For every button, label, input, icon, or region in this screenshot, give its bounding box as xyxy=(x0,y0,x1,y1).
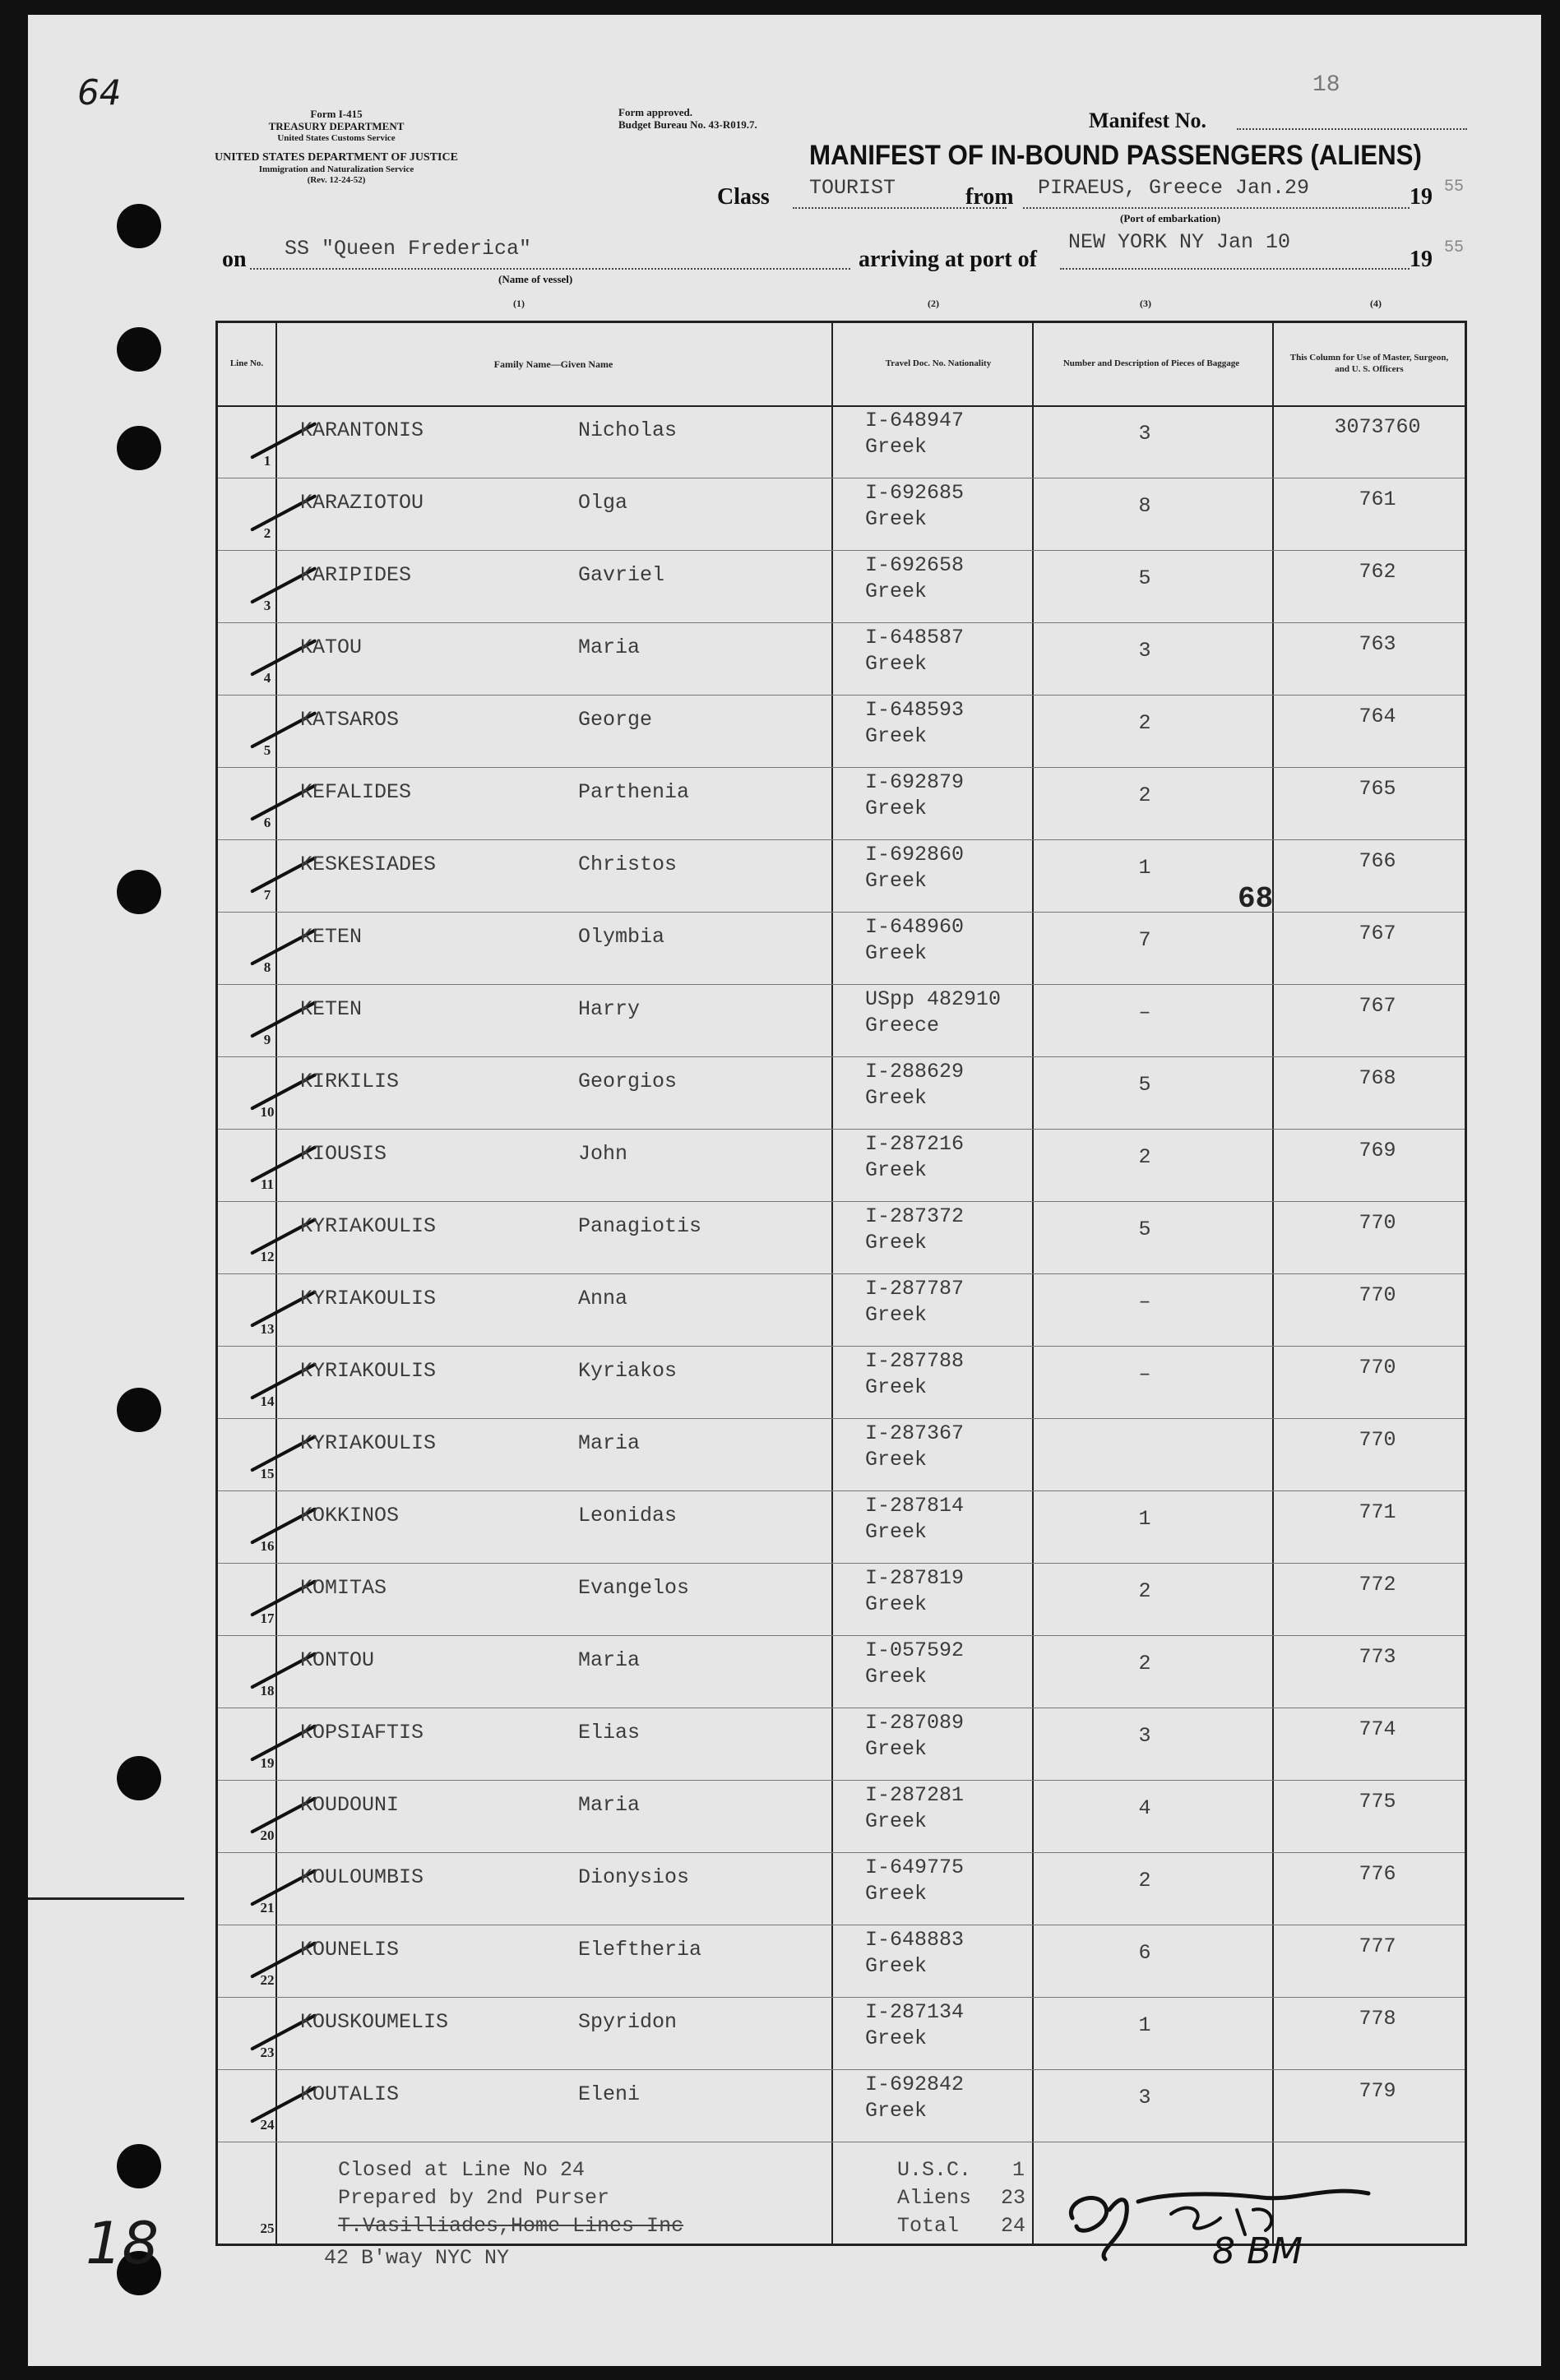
official-number: 771 xyxy=(1359,1500,1396,1524)
travel-doc-number: I-287216 xyxy=(865,1132,965,1156)
margin-note: 68 xyxy=(1238,882,1274,916)
approved-label: Form approved. xyxy=(618,106,693,118)
line-no-header: Line No. xyxy=(229,358,264,369)
manifest-no-line xyxy=(1237,128,1467,130)
baggage-count: 2 xyxy=(1138,1869,1151,1892)
column-number: (1) xyxy=(513,298,525,309)
given-name: Maria xyxy=(578,1648,641,1672)
row-divider xyxy=(218,1201,1465,1202)
nationality: Greece xyxy=(865,1014,940,1037)
given-name: Christos xyxy=(578,853,678,876)
approval-header xyxy=(618,107,832,132)
row-divider xyxy=(218,1273,1465,1274)
official-number: 767 xyxy=(1359,922,1396,945)
arriving-label: arriving at port of xyxy=(859,247,1037,272)
line-number: 16 xyxy=(260,1538,275,1554)
from-line xyxy=(1023,207,1410,209)
official-number: 765 xyxy=(1359,777,1396,801)
vessel-caption: (Name of vessel) xyxy=(498,273,573,285)
nationality: Greek xyxy=(865,1809,928,1833)
usc-count: 1 xyxy=(1012,2158,1025,2182)
nationality: Greek xyxy=(865,652,928,676)
baggage-count: 2 xyxy=(1138,1579,1151,1603)
line-number: 17 xyxy=(260,1611,275,1626)
travel-doc-number: I-287281 xyxy=(865,1783,965,1807)
margin-rule xyxy=(28,1897,184,1900)
official-number: 775 xyxy=(1359,1790,1396,1814)
official-number: 766 xyxy=(1359,849,1396,873)
baggage-header: Number and Description of Pieces of Baggage xyxy=(1062,358,1240,369)
official-number: 770 xyxy=(1359,1356,1396,1379)
arriving-value: NEW YORK NY Jan 10 xyxy=(1068,230,1291,254)
official-number: 764 xyxy=(1359,705,1396,728)
row-divider xyxy=(218,839,1465,840)
row-divider xyxy=(218,695,1465,696)
travel-doc-number: I-692685 xyxy=(865,481,965,505)
nationality: Greek xyxy=(865,1086,928,1110)
given-name: Kyriakos xyxy=(578,1359,678,1383)
row-divider xyxy=(218,1129,1465,1130)
row-divider xyxy=(218,767,1465,768)
nationality: Greek xyxy=(865,1737,928,1761)
row-divider xyxy=(218,912,1465,913)
row-divider xyxy=(218,1418,1465,1419)
from-label: from xyxy=(965,184,1014,210)
baggage-count: 5 xyxy=(1138,566,1151,590)
line-number: 9 xyxy=(263,1032,271,1047)
given-name: Georgios xyxy=(578,1070,678,1093)
travel-doc-number: I-648960 xyxy=(865,915,965,939)
name-header: Family Name—Given Name xyxy=(493,358,613,370)
given-name: Panagiotis xyxy=(578,1214,702,1238)
travel-doc-number: I-692860 xyxy=(865,843,965,867)
baggage-count: – xyxy=(1138,1001,1151,1024)
signature-image xyxy=(1048,2160,1410,2267)
line-number: 19 xyxy=(260,1755,275,1771)
line-number: 18 xyxy=(260,1683,275,1698)
line-number: 4 xyxy=(263,670,271,686)
given-name: John xyxy=(578,1142,628,1166)
given-name: Maria xyxy=(578,1793,641,1817)
year-label: 19 xyxy=(1410,184,1433,210)
travel-doc-number: I-649775 xyxy=(865,1855,965,1879)
travel-doc-number: I-287814 xyxy=(865,1494,965,1518)
given-name: Maria xyxy=(578,635,641,659)
from-value: PIRAEUS, Greece Jan.29 xyxy=(1038,176,1310,200)
justice-header xyxy=(192,151,480,185)
official-number: 772 xyxy=(1359,1573,1396,1597)
row-divider xyxy=(218,1635,1465,1636)
family-name: KARIPIDES xyxy=(300,563,412,587)
given-name: Harry xyxy=(578,997,641,1021)
manifest-number-stamp: 18 xyxy=(1312,72,1340,98)
baggage-count: 8 xyxy=(1138,494,1151,518)
official-number: 770 xyxy=(1359,1428,1396,1452)
nationality: Greek xyxy=(865,941,928,965)
line-number: 23 xyxy=(260,2045,275,2060)
family-name: KARANTONIS xyxy=(300,418,424,442)
arriving-line xyxy=(1060,268,1410,270)
baggage-count: – xyxy=(1138,1362,1151,1386)
line-number: 2 xyxy=(263,525,271,541)
line-number: 22 xyxy=(260,1972,275,1988)
manifest-no-label: Manifest No. xyxy=(1089,109,1206,132)
family-name: KARAZIOTOU xyxy=(300,491,424,515)
family-name: KOULOUMBIS xyxy=(300,1865,424,1889)
official-number: 3073760 xyxy=(1334,415,1421,439)
nationality: Greek xyxy=(865,580,928,603)
baggage-count: 3 xyxy=(1138,639,1151,663)
baggage-count: 2 xyxy=(1138,711,1151,735)
class-value: TOURIST xyxy=(809,176,896,200)
line-number: 14 xyxy=(260,1393,275,1409)
row-divider xyxy=(218,984,1465,985)
nationality: Greek xyxy=(865,2099,928,2123)
customs-label: United States Customs Service xyxy=(277,132,396,143)
family-name: KYRIAKOULIS xyxy=(300,1214,437,1238)
baggage-count: 1 xyxy=(1138,856,1151,880)
baggage-count: 5 xyxy=(1138,1218,1151,1241)
official-use-header: This Column for Use of Master, Surgeon, and U. S. Officers xyxy=(1289,353,1449,374)
nationality: Greek xyxy=(865,1882,928,1906)
row-divider xyxy=(218,550,1465,551)
official-number: 774 xyxy=(1359,1717,1396,1741)
aliens-label: Aliens xyxy=(897,2186,972,2210)
given-name: Spyridon xyxy=(578,2010,678,2034)
travel-doc-number: I-648883 xyxy=(865,1928,965,1952)
column-number: (4) xyxy=(1370,298,1382,309)
given-name: Olga xyxy=(578,491,628,515)
given-name: Leonidas xyxy=(578,1504,678,1527)
baggage-count: 2 xyxy=(1138,783,1151,807)
binder-hole xyxy=(117,870,161,914)
baggage-count: 1 xyxy=(1138,1507,1151,1531)
baggage-count: 6 xyxy=(1138,1941,1151,1965)
nationality: Greek xyxy=(865,1231,928,1255)
justice-label: UNITED STATES DEPARTMENT OF JUSTICE xyxy=(215,151,458,164)
signature-mark: 8 BM xyxy=(1212,2230,1303,2267)
column-divider xyxy=(1272,323,1274,2244)
nationality: Greek xyxy=(865,1375,928,1399)
family-name: KIOUSIS xyxy=(300,1142,387,1166)
line-number: 7 xyxy=(263,887,271,903)
line-number: 15 xyxy=(260,1466,275,1481)
binder-hole xyxy=(117,1388,161,1432)
row-divider xyxy=(218,1490,1465,1491)
given-name: George xyxy=(578,708,653,732)
embarkation-caption: (Port of embarkation) xyxy=(1120,212,1221,224)
official-number: 768 xyxy=(1359,1066,1396,1090)
vessel-value: SS "Queen Frederica" xyxy=(285,237,532,261)
given-name: Evangelos xyxy=(578,1576,690,1600)
year-value: 55 xyxy=(1444,238,1465,257)
total-count: 24 xyxy=(1001,2214,1026,2238)
travel-doc-number: I-692842 xyxy=(865,2073,965,2096)
row-divider xyxy=(218,622,1465,623)
nationality: Greek xyxy=(865,724,928,748)
prepared-note: Prepared by 2nd Purser xyxy=(338,2186,610,2210)
family-name: KESKESIADES xyxy=(300,853,437,876)
given-name: Maria xyxy=(578,1431,641,1455)
family-name: KOUTALIS xyxy=(300,2082,400,2106)
baggage-count: 3 xyxy=(1138,422,1151,446)
official-number: 770 xyxy=(1359,1211,1396,1235)
nationality: Greek xyxy=(865,1665,928,1689)
travel-doc-number: I-287134 xyxy=(865,2000,965,2024)
nationality: Greek xyxy=(865,1954,928,1978)
year-value: 55 xyxy=(1444,178,1465,196)
official-number: 761 xyxy=(1359,488,1396,511)
line-number: 13 xyxy=(260,1321,275,1337)
given-name: Eleftheria xyxy=(578,1938,702,1962)
line-number: 12 xyxy=(260,1249,275,1264)
column-divider xyxy=(831,323,833,2244)
given-name: Gavriel xyxy=(578,563,665,587)
line-number: 3 xyxy=(263,598,271,613)
official-number: 779 xyxy=(1359,2079,1396,2103)
family-name: KOUSKOUMELIS xyxy=(300,2010,449,2034)
binder-hole xyxy=(117,327,161,372)
row-divider xyxy=(218,1563,1465,1564)
travel-doc-number: I-692879 xyxy=(865,770,965,794)
travel-doc-number: I-287819 xyxy=(865,1566,965,1590)
row-divider xyxy=(218,2069,1465,2070)
baggage-count: 1 xyxy=(1138,2013,1151,2037)
official-number: 770 xyxy=(1359,1283,1396,1307)
row-divider xyxy=(218,1780,1465,1781)
budget-label: Budget Bureau No. 43-R019.7. xyxy=(618,118,757,131)
nationality: Greek xyxy=(865,1448,928,1472)
nationality: Greek xyxy=(865,797,928,820)
nationality: Greek xyxy=(865,1520,928,1544)
binder-hole xyxy=(117,1756,161,1800)
usc-label: U.S.C. xyxy=(897,2158,972,2182)
corner-handwritten-number: 64 xyxy=(77,72,122,113)
given-name: Elias xyxy=(578,1721,641,1745)
row-divider xyxy=(218,1852,1465,1853)
nationality: Greek xyxy=(865,507,928,531)
official-number: 767 xyxy=(1359,994,1396,1018)
baggage-count: 2 xyxy=(1138,1145,1151,1169)
ins-label: Immigration and Naturalization Service xyxy=(258,164,414,175)
agency-header xyxy=(229,109,443,144)
column-divider xyxy=(1032,323,1034,2244)
baggage-count: 5 xyxy=(1138,1073,1151,1097)
nationality: Greek xyxy=(865,1158,928,1182)
line-number: 6 xyxy=(263,815,271,830)
nationality: Greek xyxy=(865,1303,928,1327)
family-name: KONTOU xyxy=(300,1648,375,1672)
travel-doc-number: I-287089 xyxy=(865,1711,965,1735)
travel-doc-header: Travel Doc. No. Nationality xyxy=(885,358,992,369)
nationality: Greek xyxy=(865,2026,928,2050)
row-divider xyxy=(218,1346,1465,1347)
nationality: Greek xyxy=(865,1592,928,1616)
given-name: Parthenia xyxy=(578,780,690,804)
baggage-count: 3 xyxy=(1138,1724,1151,1748)
treasury-label: TREASURY DEPARTMENT xyxy=(268,119,405,132)
row-divider xyxy=(218,1997,1465,1998)
official-number: 778 xyxy=(1359,2007,1396,2031)
given-name: Olymbia xyxy=(578,925,665,949)
family-name: KEFALIDES xyxy=(300,780,412,804)
corner-handwritten-number: 18 xyxy=(86,2210,160,2277)
official-number: 777 xyxy=(1359,1934,1396,1958)
family-name: KYRIAKOULIS xyxy=(300,1287,437,1310)
form-title: MANIFEST OF IN-BOUND PASSENGERS (ALIENS) xyxy=(809,140,1422,171)
baggage-count: – xyxy=(1138,1290,1151,1314)
official-number: 776 xyxy=(1359,1862,1396,1886)
form-number: Form I-415 xyxy=(310,108,363,120)
line-number: 5 xyxy=(263,742,271,758)
address-note: 42 B'way NYC NY xyxy=(324,2246,510,2270)
travel-doc-number: I-648587 xyxy=(865,626,965,649)
family-name: KATSAROS xyxy=(300,708,400,732)
travel-doc-number: I-287372 xyxy=(865,1204,965,1228)
manifest-page xyxy=(28,15,1541,2366)
header-divider xyxy=(218,405,1465,407)
nationality: Greek xyxy=(865,869,928,893)
column-number: (2) xyxy=(928,298,939,309)
line-number: 20 xyxy=(260,1828,275,1843)
family-name: KIRKILIS xyxy=(300,1070,400,1093)
given-name: Dionysios xyxy=(578,1865,690,1889)
nationality: Greek xyxy=(865,435,928,459)
family-name: KETEN xyxy=(300,925,363,949)
travel-doc-number: I-648593 xyxy=(865,698,965,722)
vessel-line xyxy=(250,268,850,270)
line-number: 24 xyxy=(260,2117,275,2133)
line-number: 11 xyxy=(260,1176,275,1192)
on-label: on xyxy=(222,247,247,272)
official-number: 773 xyxy=(1359,1645,1396,1669)
given-name: Anna xyxy=(578,1287,628,1310)
passenger-table xyxy=(215,321,1467,2246)
revision-label: (Rev. 12-24-52) xyxy=(307,174,366,185)
line-number: 25 xyxy=(260,2221,275,2236)
family-name: KOUDOUNI xyxy=(300,1793,400,1817)
travel-doc-number: USpp 482910 xyxy=(865,987,1002,1011)
line-number: 1 xyxy=(263,453,271,469)
given-name: Nicholas xyxy=(578,418,678,442)
travel-doc-number: I-287367 xyxy=(865,1421,965,1445)
travel-doc-number: I-648947 xyxy=(865,409,965,432)
baggage-count: 7 xyxy=(1138,928,1151,952)
binder-hole xyxy=(117,426,161,470)
travel-doc-number: I-287788 xyxy=(865,1349,965,1373)
travel-doc-number: I-287787 xyxy=(865,1277,965,1301)
column-number: (3) xyxy=(1140,298,1151,309)
family-name: KOMITAS xyxy=(300,1576,387,1600)
total-label: Total xyxy=(897,2214,960,2238)
family-name: KETEN xyxy=(300,997,363,1021)
baggage-count: 3 xyxy=(1138,2086,1151,2110)
travel-doc-number: I-692658 xyxy=(865,553,965,577)
official-number: 763 xyxy=(1359,632,1396,656)
line-number: 10 xyxy=(260,1104,275,1120)
family-name: KOPSIAFTIS xyxy=(300,1721,424,1745)
family-name: KYRIAKOULIS xyxy=(300,1359,437,1383)
year-label: 19 xyxy=(1410,247,1433,272)
family-name: KOKKINOS xyxy=(300,1504,400,1527)
family-name: KYRIAKOULIS xyxy=(300,1431,437,1455)
family-name: KOUNELIS xyxy=(300,1938,400,1962)
travel-doc-number: I-057592 xyxy=(865,1638,965,1662)
official-number: 769 xyxy=(1359,1139,1396,1162)
agency-note: T.Vasilliades,Home Lines Inc xyxy=(338,2214,684,2238)
baggage-count: 4 xyxy=(1138,1796,1151,1820)
class-label: Class xyxy=(717,184,770,210)
row-divider xyxy=(218,1056,1465,1057)
closed-note: Closed at Line No 24 xyxy=(338,2158,586,2182)
official-number: 762 xyxy=(1359,560,1396,584)
given-name: Eleni xyxy=(578,2082,641,2106)
line-number: 21 xyxy=(260,1900,275,1916)
binder-hole xyxy=(117,2144,161,2188)
travel-doc-number: I-288629 xyxy=(865,1060,965,1084)
line-number: 8 xyxy=(263,959,271,975)
family-name: KATOU xyxy=(300,635,363,659)
aliens-count: 23 xyxy=(1001,2186,1026,2210)
baggage-count: 2 xyxy=(1138,1652,1151,1675)
binder-hole xyxy=(117,204,161,248)
